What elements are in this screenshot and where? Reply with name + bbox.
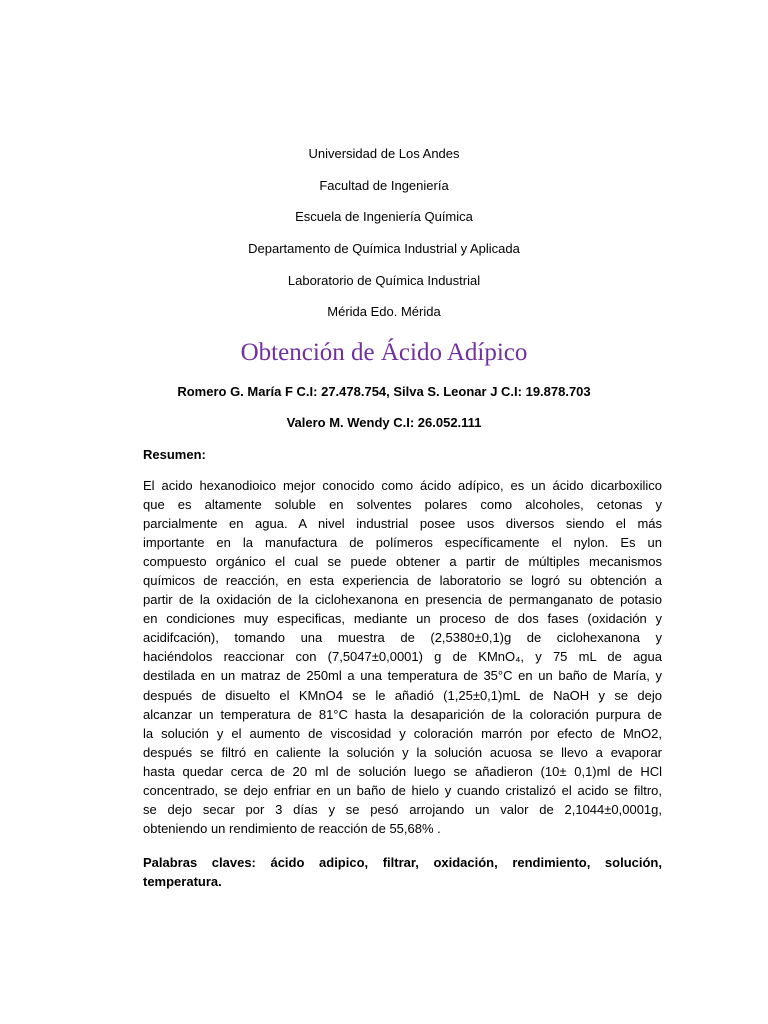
location: Mérida Edo. Mérida (327, 304, 441, 319)
abstract-heading: Resumen: (143, 447, 206, 462)
authors-line-1: Romero G. María F C.I: 27.478.754, Silva S. Leonar J C.I: 19.878.703 (177, 384, 591, 399)
abstract-line: hasta quedar cerca de 20 ml de solución luego se añadieron (10± 0,1)ml de HCl (143, 763, 662, 779)
abstract-line: que es altamente soluble en solventes polares como alcoholes, cetonas y (143, 497, 662, 513)
abstract-line: haciéndolos reaccionar con (7,5047±0,0001) g de KMnO₄, y 75 mL de agua (143, 649, 662, 665)
faculty-name: Facultad de Ingeniería (319, 178, 449, 193)
abstract-line: compuesto orgánico el cual se puede obtener a partir de múltiples mecanismos (143, 554, 662, 570)
document-title: Obtención de Ácido Adípico (240, 339, 528, 366)
keywords (143, 853, 662, 891)
abstract-line: importante en la manufactura de polímeros específicamente el nylon. Es un (143, 535, 662, 551)
abstract-line: se dejo secar por 3 días y se pesó arrojando un valor de 2,1044±0,0001g, (143, 801, 662, 817)
abstract-line: alcanzar un temperatura de 81°C hasta la desaparición de la coloración purpura de (143, 706, 662, 722)
abstract-line: en condiciones muy especificas, mediante un proceso de dos fases (oxidación y (143, 611, 662, 627)
authors-line-2: Valero M. Wendy C.I: 26.052.111 (286, 415, 482, 430)
abstract-body (143, 476, 662, 838)
university-name: Universidad de Los Andes (308, 146, 460, 161)
keywords-line-1: Palabras claves: ácido adipico, filtrar, oxidación, rendimiento, solución, (143, 855, 662, 870)
abstract-line: después de disuelto el KMnO4 se le añadió (1,25±0,1)mL de NaOH y se dejo (143, 687, 662, 703)
department-name: Departamento de Química Industrial y Aplicada (248, 241, 520, 256)
abstract-line: concentrado, se dejo enfriar en un baño de hielo y cuando cristalizó el acido se filtro, (143, 782, 662, 798)
abstract-line: El acido hexanodioico mejor conocido como ácido adípico, es un ácido dicarboxilico (143, 478, 662, 493)
abstract-line: después se filtró en caliente la solución y la solución acuosa se llevo a evaporar (143, 744, 662, 760)
keywords-line-2: temperatura. (143, 874, 222, 889)
abstract-line: obteniendo un rendimiento de reacción de 55,68% . (143, 820, 441, 836)
abstract-line: partir de la oxidación de la ciclohexanona en presencia de permanganato de potasio (143, 592, 662, 608)
school-name: Escuela de Ingeniería Química (295, 209, 473, 224)
laboratory-name: Laboratorio de Química Industrial (287, 273, 481, 288)
abstract-line: químicos de reacción, en esta experiencia de laboratorio se logró su obtención a (143, 573, 662, 589)
abstract-line: acidifcación), tomando una muestra de (2,5380±0,1)g de ciclohexanona y (143, 630, 662, 646)
abstract-line: la solución y el aumento de viscosidad y coloración marrón por efecto de MnO2, (143, 725, 662, 741)
abstract-line: destilada en un matraz de 250ml a una temperatura de 35°C en un baño de María, y (143, 668, 662, 684)
abstract-line: parcialmente en agua. A nivel industrial posee usos diversos siendo el más (143, 516, 662, 532)
